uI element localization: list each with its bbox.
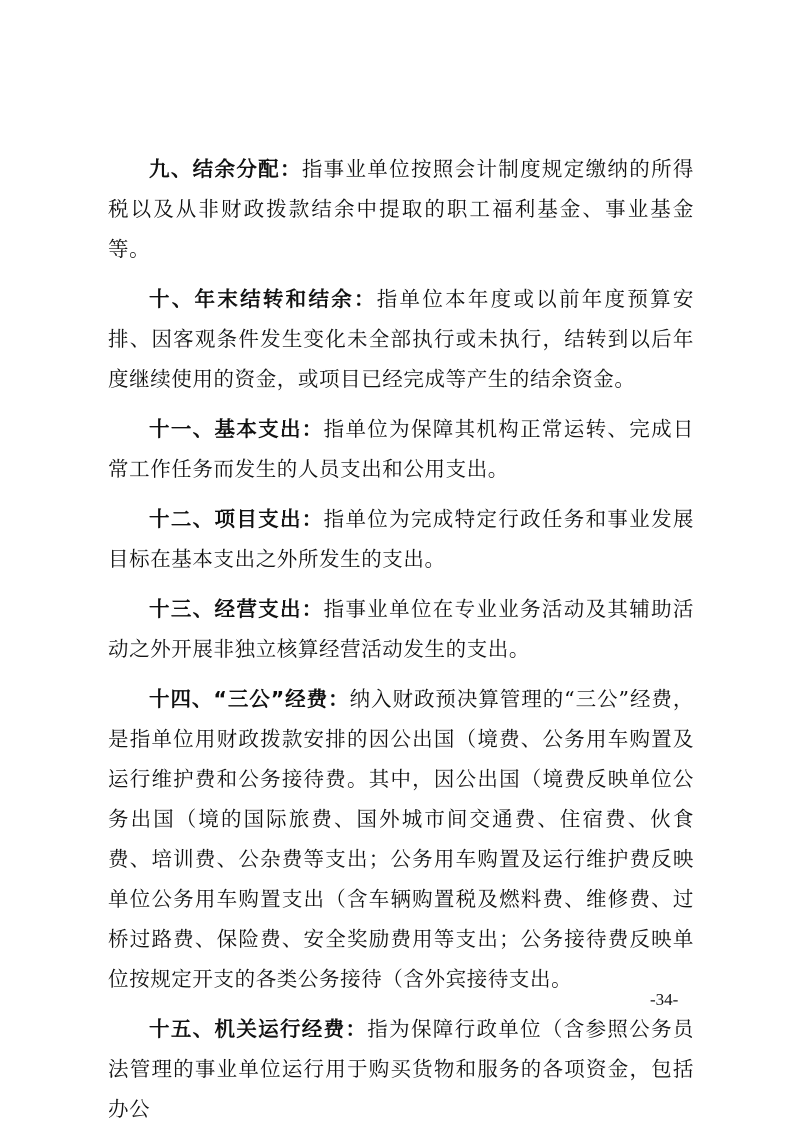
term-definition: 指为保障行政单位（含参照公务员法管理的事业单位运行用于购买货物和服务的各项资金，包括办公 bbox=[108, 1017, 695, 1121]
paragraph-surplus-distribution bbox=[108, 149, 694, 269]
term-definition: 纳入财政预决算管理的“三公”经费，是指单位用财政拨款安排的因公出国（境费、公务用车购置及运行维护费和公务接待费。其中，因公出国（境费反映单位公务出国（境的国际旅费、国外城市间交通费、住宿费、伙食费、培训费、公杂费等支出；公务用车购置及运行维护费反映单位公务用车购置支出（含车辆购置税及燃料费、维修费、过桥过路费、保险费、安全奖励费用等支出；公务接待费反映单位按规定开支的各类公务接待（含外宾接待支出。 bbox=[108, 687, 694, 991]
term-definition: 指单位为完成特定行政任务和事业发展目标在基本支出之外所发生的支出。 bbox=[108, 507, 694, 571]
document-body bbox=[108, 149, 694, 1139]
term-heading: 九、结余分配： bbox=[149, 157, 302, 181]
page-number: -34- bbox=[650, 990, 679, 1009]
term-heading: 十、年末结转和结余： bbox=[149, 287, 377, 311]
paragraph-project-expenditure bbox=[108, 499, 694, 579]
term-definition: 指单位本年度或以前年度预算安排、因客观条件发生变化未全部执行或未执行，结转到以后年度继续使用的资金，或项目已经完成等产生的结余资金。 bbox=[108, 287, 694, 391]
term-heading: 十三、经营支出： bbox=[149, 597, 324, 621]
paragraph-operating-expenditure bbox=[108, 589, 694, 669]
paragraph-three-public-expenses bbox=[108, 679, 694, 999]
term-heading: 十五、机关运行经费： bbox=[149, 1017, 368, 1041]
paragraph-basic-expenditure bbox=[108, 409, 694, 489]
term-definition: 指单位为保障其机构正常运转、完成日常工作任务而发生的人员支出和公用支出。 bbox=[108, 417, 694, 481]
term-heading: 十一、基本支出： bbox=[149, 417, 324, 441]
paragraph-year-end-carryover bbox=[108, 279, 694, 399]
paragraph-agency-operating-expenses bbox=[108, 1009, 694, 1129]
term-heading: 十二、项目支出： bbox=[149, 507, 324, 531]
term-heading: 十四、“三公”经费： bbox=[149, 687, 350, 711]
term-definition: 指事业单位按照会计制度规定缴纳的所得税以及从非财政拨款结余中提取的职工福利基金、事业基金等。 bbox=[108, 157, 694, 261]
term-definition: 指事业单位在专业业务活动及其辅助活动之外开展非独立核算经营活动发生的支出。 bbox=[108, 597, 694, 661]
